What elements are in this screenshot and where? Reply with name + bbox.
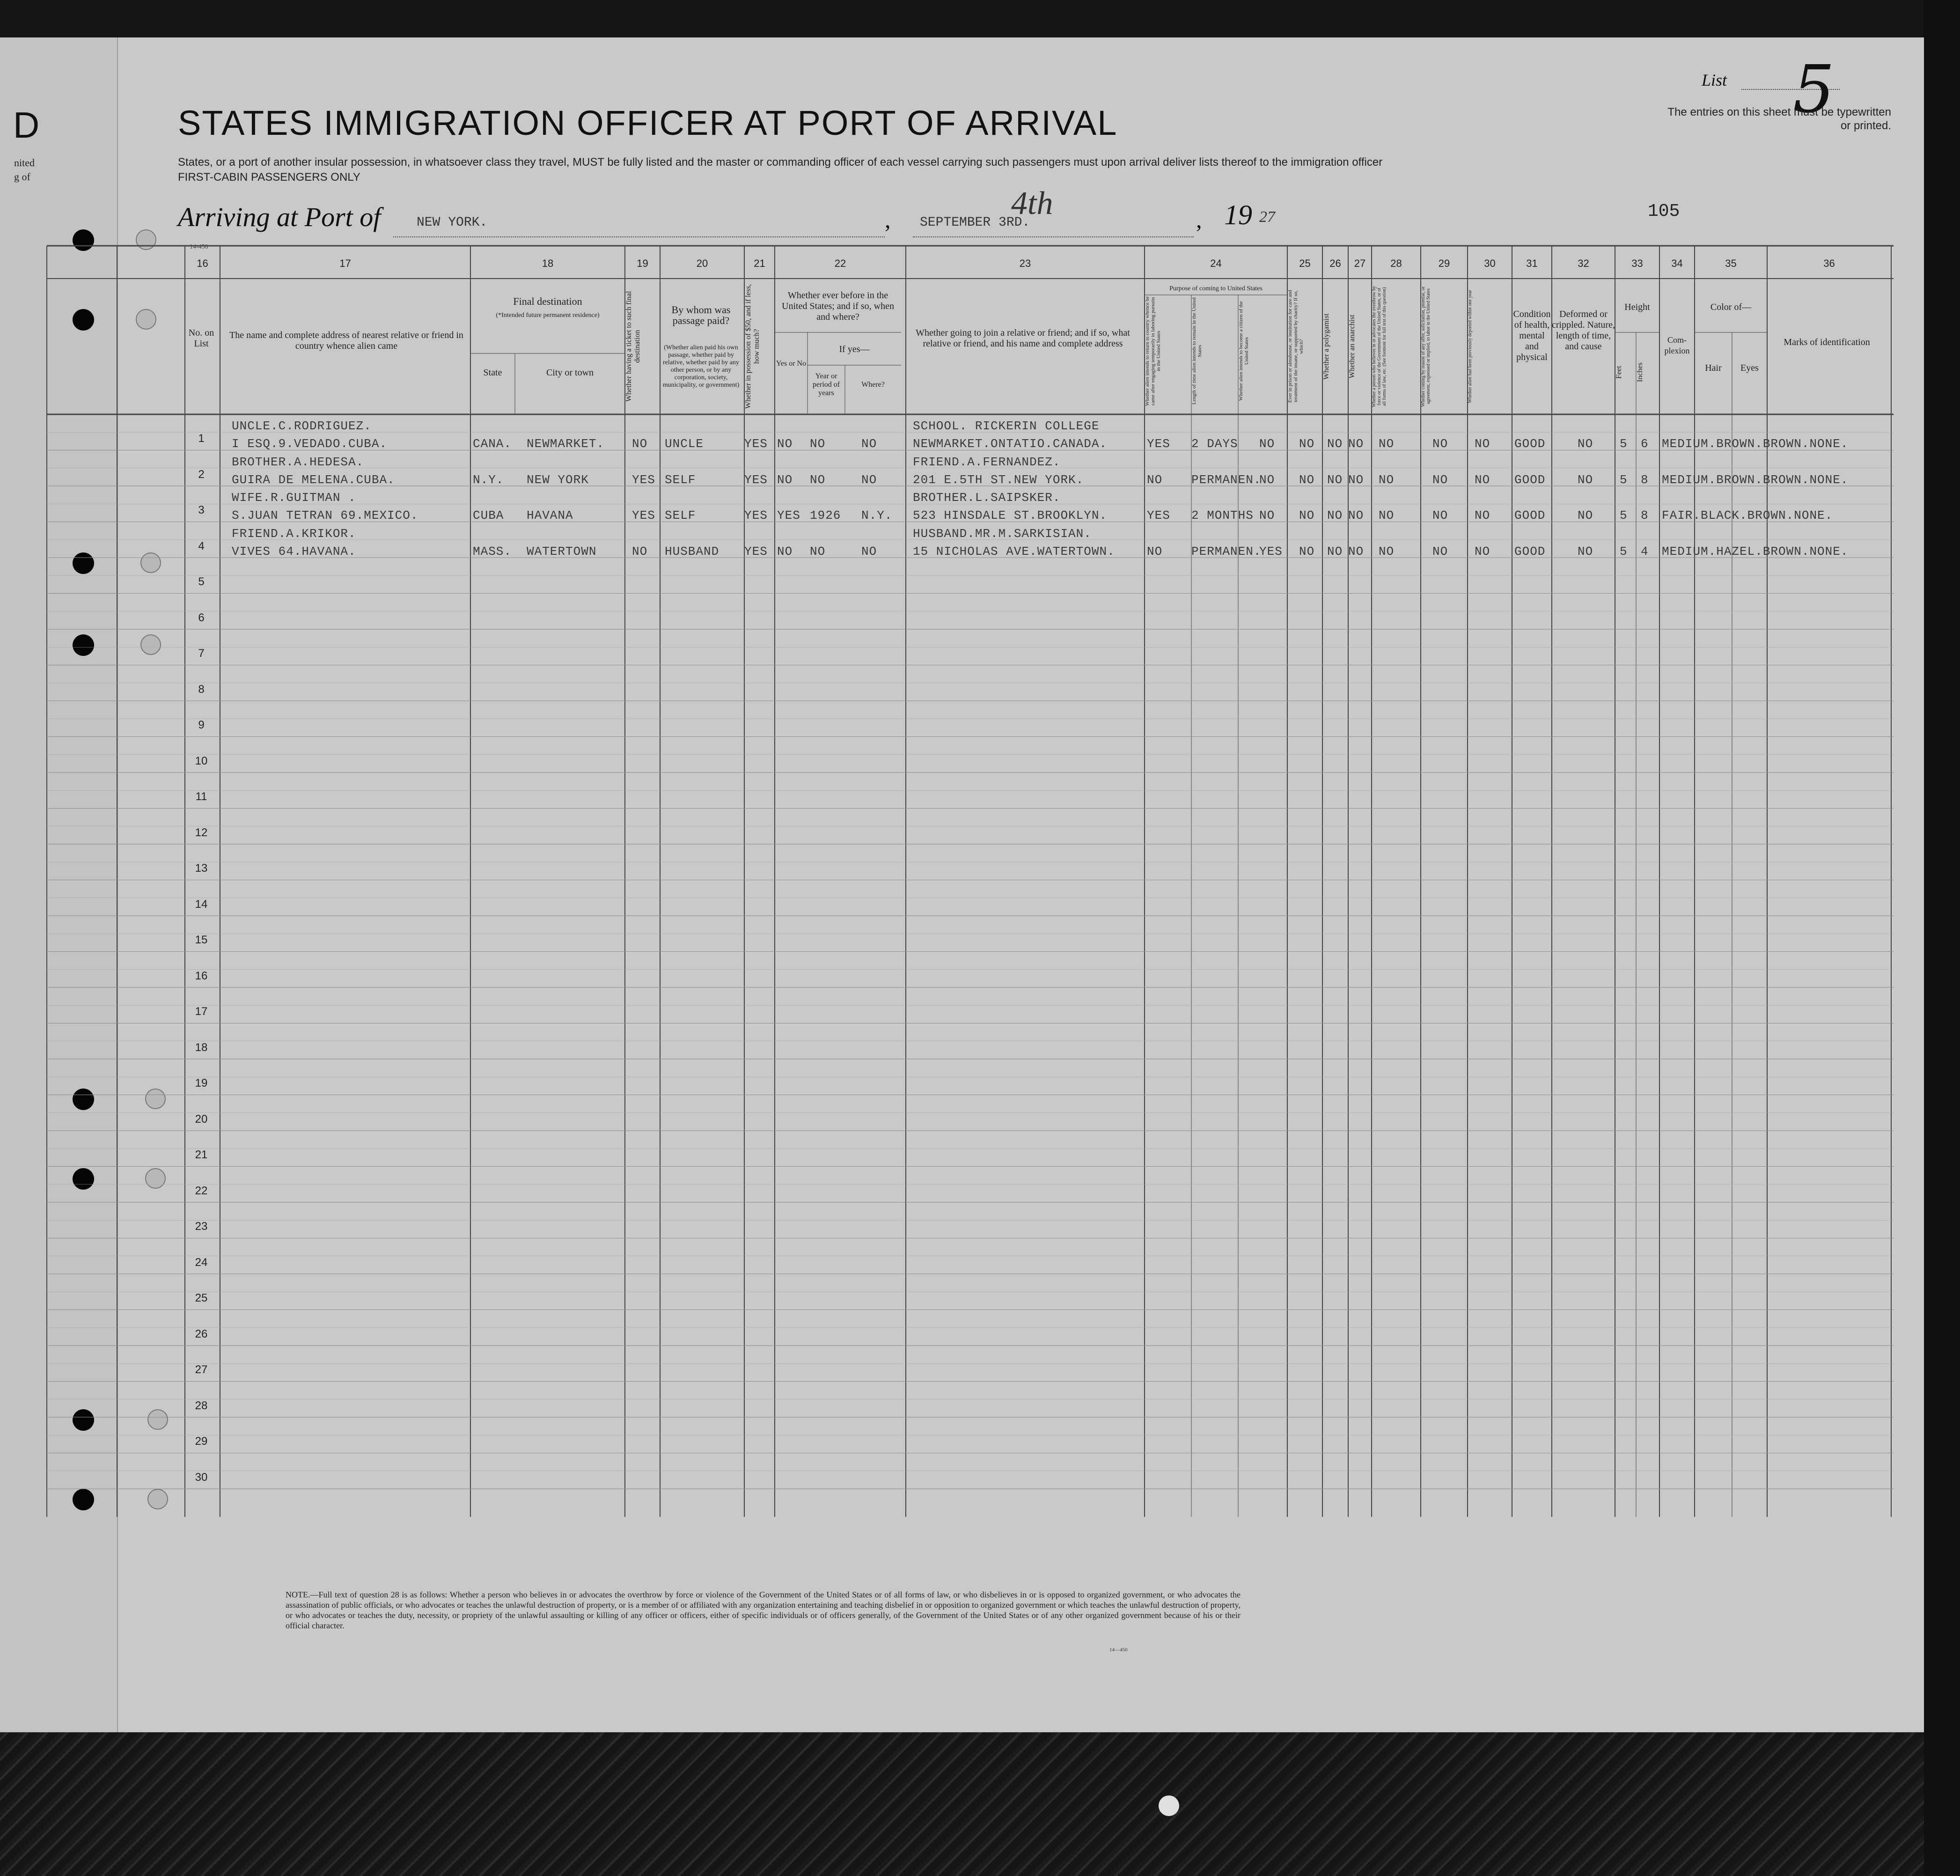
header-if-yes: If yes— bbox=[839, 344, 870, 354]
row-number: 25 bbox=[195, 1292, 208, 1304]
header-health: Condition of health, mental and physical bbox=[1513, 309, 1551, 362]
form-code: 14-450 bbox=[190, 243, 208, 250]
row-number: 5 bbox=[198, 575, 205, 588]
column-number: 34 bbox=[1671, 257, 1683, 269]
row-2-rel1: BROTHER.A.HEDESA. bbox=[232, 455, 364, 469]
list-label: List bbox=[1702, 71, 1727, 89]
row-3-deformed: NO bbox=[1578, 508, 1593, 522]
column-number: 22 bbox=[834, 257, 846, 269]
row-1-rel1: UNCLE.C.RODRIGUEZ. bbox=[232, 419, 372, 433]
row-3-rel1: WIFE.R.GUITMAN . bbox=[232, 491, 356, 505]
header-deformed: Deformed or crippled. Nature, length of time, and cause bbox=[1552, 309, 1615, 352]
port-value: NEW YORK. bbox=[417, 215, 488, 230]
row-number: 12 bbox=[195, 826, 208, 839]
column-number: 36 bbox=[1823, 257, 1835, 269]
row-3-join2: 523 HINSDALE ST.BROOKLYN. bbox=[913, 508, 1108, 522]
header-inches: Inches bbox=[1636, 362, 1644, 382]
column-number: 20 bbox=[696, 257, 708, 269]
row-1-state: CANA. bbox=[473, 437, 512, 451]
row-1-join1: SCHOOL. RICKERIN COLLEGE bbox=[913, 419, 1100, 433]
header-question-29: Whether coming by reason of any offer, solicitation, promise, or agreement, expressed or implied, to labor in the United States bbox=[1421, 286, 1431, 407]
row-2-length: PERMANEN. bbox=[1191, 472, 1262, 487]
year-prefix: 19 bbox=[1224, 199, 1252, 230]
row-4-prison: NO bbox=[1299, 544, 1315, 559]
column-number: 25 bbox=[1299, 257, 1311, 269]
column-number: 35 bbox=[1725, 257, 1737, 269]
header-hair: Hair bbox=[1705, 363, 1722, 373]
row-2-ret: NO bbox=[1147, 472, 1163, 487]
row-4-money: YES bbox=[744, 544, 768, 559]
entries-note: The entries on this sheet must be typewritten or printed. bbox=[1667, 106, 1891, 132]
row-2-ticket: YES bbox=[632, 472, 655, 487]
row-2-join2: 201 E.5TH ST.NEW YORK. bbox=[913, 472, 1084, 487]
row-3-health: GOOD bbox=[1514, 508, 1546, 522]
row-2-city: NEW YORK bbox=[527, 472, 589, 487]
row-3-inches: 8 bbox=[1641, 508, 1649, 522]
header-where: Where? bbox=[861, 381, 885, 389]
row-4-state: MASS. bbox=[473, 544, 512, 559]
header-passage-paid-sub: (Whether alien paid his own passage, whether paid by relative, whether paid by any other person, or by any corporation, society, municipality, or government) bbox=[662, 344, 740, 389]
column-number: 24 bbox=[1210, 257, 1222, 269]
row-4-feet: 5 bbox=[1620, 544, 1628, 559]
row-2-inches: 8 bbox=[1641, 472, 1649, 487]
row-2-year: NO bbox=[810, 472, 826, 487]
row-4-rel2: VIVES 64.HAVANA. bbox=[232, 544, 356, 559]
row-number: 13 bbox=[195, 862, 208, 875]
header-money: Whether in possession of $50, and if less, how much? bbox=[744, 284, 761, 409]
row-3-where: N.Y. bbox=[861, 508, 893, 522]
row-2-q30: NO bbox=[1475, 472, 1490, 487]
row-number: 8 bbox=[198, 683, 205, 696]
row-4-length: PERMANEN. bbox=[1191, 544, 1262, 559]
row-4-poly: NO bbox=[1327, 544, 1343, 559]
header-nearest-relative: The name and complete address of nearest relative or friend in country whence alien came bbox=[229, 330, 463, 351]
row-2-money: YES bbox=[744, 472, 768, 487]
column-number: 27 bbox=[1354, 257, 1366, 269]
row-4-year: NO bbox=[810, 544, 826, 559]
page-number: 105 bbox=[1648, 201, 1680, 221]
row-number: 16 bbox=[195, 969, 208, 982]
instructions-text: States, or a port of another insular possession, in whatsoever class they travel, MUST be fully listed and the master or commanding officer of each vessel carrying such passengers must upon arrival deliver lists thereof to the immigration officer bbox=[178, 156, 1383, 169]
header-ever-before: Whether ever before in the United States; and if so, when and where? bbox=[782, 290, 894, 322]
row-1-q30: NO bbox=[1475, 437, 1490, 451]
row-3-length: 2 MONTHS bbox=[1191, 508, 1254, 522]
row-1-city: NEWMARKET. bbox=[527, 437, 605, 451]
row-3-before: YES bbox=[777, 508, 800, 522]
row-1-prison: NO bbox=[1299, 437, 1315, 451]
row-3-ticket: YES bbox=[632, 508, 655, 522]
row-2-anar: NO bbox=[1348, 472, 1364, 487]
row-4-join1: HUSBAND.MR.M.SARKISIAN. bbox=[913, 526, 1092, 541]
scan-background-bottom bbox=[0, 1732, 1960, 1876]
footnote-form-code: 14—450 bbox=[1109, 1647, 1128, 1653]
header-final-destination-sub: (*Intended future permanent residence) bbox=[496, 312, 600, 319]
row-2-poly: NO bbox=[1327, 472, 1343, 487]
row-1-join2: NEWMARKET.ONTATIO.CANADA. bbox=[913, 437, 1108, 451]
left-leaf-text: g of bbox=[14, 171, 30, 183]
row-2-marks: MEDIUM.BROWN.BROWN.NONE. bbox=[1662, 472, 1849, 487]
row-3-money: YES bbox=[744, 508, 768, 522]
row-4-city: WATERTOWN bbox=[527, 544, 597, 559]
row-4-join2: 15 NICHOLAS AVE.WATERTOWN. bbox=[913, 544, 1115, 559]
row-1-q29: NO bbox=[1432, 437, 1448, 451]
row-3-paid: SELF bbox=[665, 508, 696, 522]
row-3-anar: NO bbox=[1348, 508, 1364, 522]
class-line: FIRST-CABIN PASSENGERS ONLY bbox=[178, 171, 360, 184]
row-2-join1: FRIEND.A.FERNANDEZ. bbox=[913, 455, 1061, 469]
column-number: 29 bbox=[1438, 257, 1450, 269]
header-no-on-list: No. on List bbox=[188, 328, 214, 349]
column-number: 19 bbox=[637, 257, 648, 269]
row-1-where: NO bbox=[861, 437, 877, 451]
row-number: 4 bbox=[198, 539, 205, 552]
column-number: 33 bbox=[1631, 257, 1643, 269]
row-number: 30 bbox=[195, 1471, 208, 1484]
header-feet: Feet bbox=[1615, 366, 1623, 379]
row-number: 27 bbox=[195, 1363, 208, 1376]
row-3-prison: NO bbox=[1299, 508, 1315, 522]
row-1-before: NO bbox=[777, 437, 793, 451]
row-1-inches: 6 bbox=[1641, 437, 1649, 451]
row-1-money: YES bbox=[744, 437, 768, 451]
row-3-q30: NO bbox=[1475, 508, 1490, 522]
row-4-rel1: FRIEND.A.KRIKOR. bbox=[232, 526, 356, 541]
row-3-marks: FAIR.BLACK.BROWN.NONE. bbox=[1662, 508, 1833, 522]
row-2-cit: NO bbox=[1259, 472, 1275, 487]
header-year: Year or period of years bbox=[812, 372, 840, 397]
row-number: 24 bbox=[195, 1256, 208, 1269]
row-number: 26 bbox=[195, 1327, 208, 1340]
header-final-destination: Final destination bbox=[513, 295, 582, 307]
row-4-deformed: NO bbox=[1578, 544, 1593, 559]
row-4-where: NO bbox=[861, 544, 877, 559]
list-number-handwritten: 5 bbox=[1793, 51, 1835, 128]
date-value: SEPTEMBER 3RD. bbox=[920, 215, 1030, 230]
row-4-q29: NO bbox=[1432, 544, 1448, 559]
row-4-ticket: NO bbox=[632, 544, 648, 559]
column-number: 23 bbox=[1019, 257, 1031, 269]
header-question-28: Whether a person who believes in or advocates the overthrow by force or violence of the Government of the United States, or of all forms of law, etc. (See footnote for full text of this question) bbox=[1372, 286, 1387, 407]
row-4-anar: NO bbox=[1348, 544, 1364, 559]
row-1-marks: MEDIUM.BROWN.BROWN.NONE. bbox=[1662, 437, 1849, 451]
column-number: 32 bbox=[1578, 257, 1589, 269]
header-passage-paid: By whom was passage paid? bbox=[671, 304, 731, 326]
left-leaf-letter: D bbox=[13, 104, 40, 146]
header-deported: Whether alien had been previously deported within one year bbox=[1468, 290, 1473, 403]
row-number: 2 bbox=[198, 468, 205, 481]
arriving-label: Arriving at Port of bbox=[178, 202, 381, 232]
row-3-q28: NO bbox=[1379, 508, 1395, 522]
row-number: 21 bbox=[195, 1148, 208, 1161]
row-1-paid: UNCLE bbox=[665, 437, 704, 451]
row-number: 22 bbox=[195, 1184, 208, 1197]
row-2-health: GOOD bbox=[1514, 472, 1546, 487]
row-3-poly: NO bbox=[1327, 508, 1343, 522]
row-4-q28: NO bbox=[1379, 544, 1395, 559]
header-purpose-citizen: Whether alien intends to become a citizen of the United States bbox=[1238, 301, 1249, 401]
row-4-q30: NO bbox=[1475, 544, 1490, 559]
row-4-ret: NO bbox=[1147, 544, 1163, 559]
row-3-rel2: S.JUAN TETRAN 69.MEXICO. bbox=[232, 508, 418, 522]
column-number: 26 bbox=[1329, 257, 1341, 269]
row-3-state: CUBA bbox=[473, 508, 504, 522]
row-2-rel2: GUIRA DE MELENA.CUBA. bbox=[232, 472, 395, 487]
row-number: 29 bbox=[195, 1435, 208, 1448]
row-2-paid: SELF bbox=[665, 472, 696, 487]
footnote: NOTE.—Full text of question 28 is as follows: Whether a person who believes in or advocates the overthrow by force or violence of the Government of the United States or of all forms of law, or who disbelieves in or is opposed to organized government, or who advocates the assassination of public officials, or who advocates or teaches the unlawful destruction of property, or is a member of or affiliated with any organization entertaining and teaching disbelief in or opposition to organized government or which teaches the unlawful destruction of property, or who advocates or teaches the duty, necessity, or propriety of the unlawful assaulting or killing of any officer or officers, either of specific individuals or of officers generally, of the Government of the United States or of any other organized government because of his or their official character. bbox=[286, 1590, 1241, 1630]
header-state: State bbox=[483, 368, 502, 378]
header-complexion: Com-plexion bbox=[1664, 335, 1690, 355]
row-1-ticket: NO bbox=[632, 437, 648, 451]
row-4-inches: 4 bbox=[1641, 544, 1649, 559]
row-2-q28: NO bbox=[1379, 472, 1395, 487]
row-2-q29: NO bbox=[1432, 472, 1448, 487]
row-1-health: GOOD bbox=[1514, 437, 1546, 451]
row-number: 9 bbox=[198, 719, 205, 731]
year-suffix: 27 bbox=[1259, 208, 1275, 226]
row-number: 7 bbox=[198, 647, 205, 660]
row-3-year: 1926 bbox=[810, 508, 841, 522]
column-number: 28 bbox=[1390, 257, 1402, 269]
row-1-length: 2 DAYS bbox=[1191, 437, 1238, 451]
row-number: 6 bbox=[198, 611, 205, 624]
header-join-relative: Whether going to join a relative or friend; and if so, what relative or friend, and his name and complete address bbox=[916, 328, 1130, 349]
row-number: 23 bbox=[195, 1220, 208, 1233]
row-number: 14 bbox=[195, 898, 208, 911]
header-purpose-return: Whether alien intends to return to country whence he came after engaging temporarily in laboring pursuits in the United States bbox=[1145, 296, 1161, 406]
header-anarchist: Whether an anarchist bbox=[1348, 315, 1356, 378]
left-leaf-text: nited bbox=[14, 157, 35, 169]
row-1-feet: 5 bbox=[1620, 437, 1628, 451]
row-1-anar: NO bbox=[1348, 437, 1364, 451]
column-number: 17 bbox=[339, 257, 351, 269]
row-number: 11 bbox=[195, 790, 207, 803]
row-number: 28 bbox=[195, 1399, 208, 1412]
header-purpose-length: Length of time alien intends to remain in the United States bbox=[1191, 297, 1203, 405]
header-height: Height bbox=[1624, 302, 1650, 312]
header-ticket: Whether having a ticket to such final destination bbox=[625, 291, 641, 402]
scan-background-right bbox=[1924, 0, 1960, 1876]
row-number: 17 bbox=[195, 1005, 208, 1018]
header-color: Color of— bbox=[1710, 302, 1752, 312]
row-number: 15 bbox=[195, 934, 208, 946]
row-4-marks: MEDIUM.HAZEL.BROWN.NONE. bbox=[1662, 544, 1849, 559]
row-2-where: NO bbox=[861, 472, 877, 487]
row-4-before: NO bbox=[777, 544, 793, 559]
row-3-city: HAVANA bbox=[527, 508, 573, 522]
page-title: STATES IMMIGRATION OFFICER AT PORT OF ARRIVAL bbox=[178, 103, 1118, 142]
row-number: 1 bbox=[198, 432, 205, 445]
row-1-poly: NO bbox=[1327, 437, 1343, 451]
row-1-year: NO bbox=[810, 437, 826, 451]
column-number: 21 bbox=[754, 257, 765, 269]
row-1-cit: NO bbox=[1259, 437, 1275, 451]
header-polygamist: Whether a polygamist bbox=[1322, 313, 1330, 380]
row-number: 18 bbox=[195, 1041, 208, 1054]
header-city: City or town bbox=[546, 368, 594, 378]
header-marks: Marks of identification bbox=[1784, 337, 1870, 347]
row-3-feet: 5 bbox=[1620, 508, 1628, 522]
row-1-rel2: I ESQ.9.VEDADO.CUBA. bbox=[232, 437, 388, 451]
row-3-cit: NO bbox=[1259, 508, 1275, 522]
row-2-deformed: NO bbox=[1578, 472, 1593, 487]
row-3-ret: YES bbox=[1147, 508, 1170, 522]
row-number: 20 bbox=[195, 1112, 208, 1126]
row-number: 10 bbox=[195, 754, 208, 767]
row-number: 19 bbox=[195, 1077, 208, 1089]
row-1-q28: NO bbox=[1379, 437, 1395, 451]
column-number: 30 bbox=[1484, 257, 1496, 269]
row-1-ret: YES bbox=[1147, 437, 1170, 451]
row-4-health: GOOD bbox=[1514, 544, 1546, 559]
row-2-feet: 5 bbox=[1620, 472, 1628, 487]
row-4-cit: YES bbox=[1259, 544, 1283, 559]
row-2-prison: NO bbox=[1299, 472, 1315, 487]
header-yes-no: Yes or No bbox=[776, 360, 807, 368]
column-number: 16 bbox=[197, 257, 208, 269]
row-3-join1: BROTHER.L.SAIPSKER. bbox=[913, 491, 1061, 505]
row-1-deformed: NO bbox=[1578, 437, 1593, 451]
header-eyes: Eyes bbox=[1740, 363, 1759, 373]
column-number: 31 bbox=[1526, 257, 1538, 269]
column-number: 18 bbox=[542, 257, 554, 269]
row-4-paid: HUSBAND bbox=[665, 544, 719, 559]
scan-artifact bbox=[1159, 1795, 1179, 1816]
header-purpose: Purpose of coming to United States bbox=[1169, 285, 1263, 292]
row-number: 3 bbox=[198, 504, 205, 516]
row-3-q29: NO bbox=[1432, 508, 1448, 522]
row-2-before: NO bbox=[777, 472, 793, 487]
row-2-state: N.Y. bbox=[473, 472, 504, 487]
date-handwritten: 4th bbox=[1011, 185, 1053, 221]
header-prison: Ever in prison or almshouse, or institution for care and treatment of the insane, or supported by charity? If so, which? bbox=[1287, 290, 1304, 403]
